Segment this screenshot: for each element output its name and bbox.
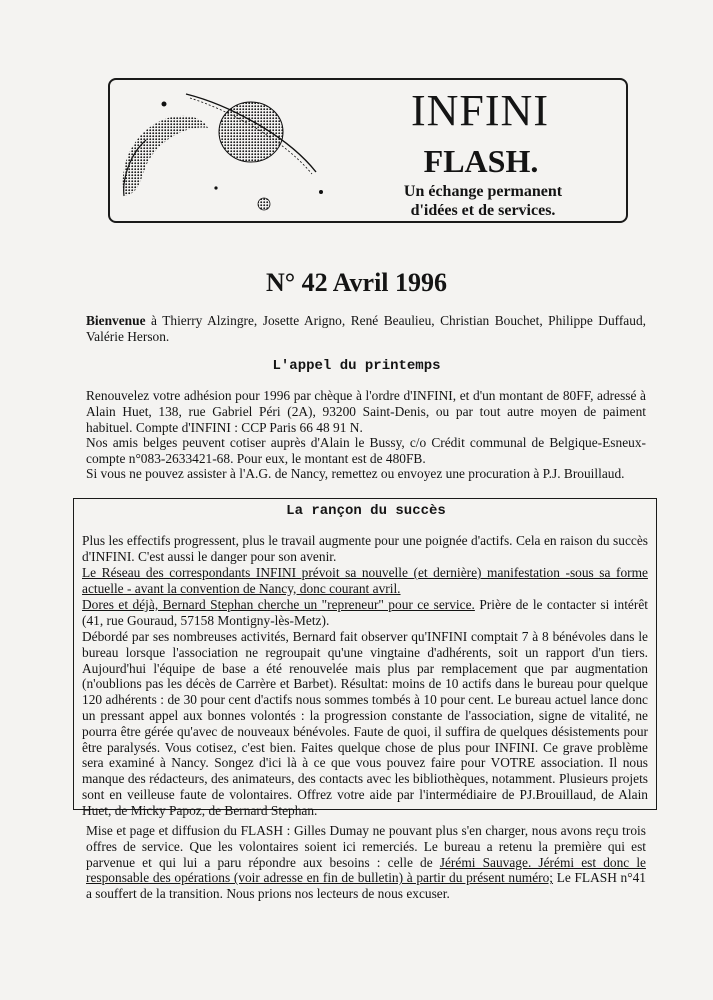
- appel-paragraph-3: Si vous ne pouvez assister à l'A.G. de Nancy, remettez ou envoyez une procuration à P.J. Brouillaud.: [86, 466, 625, 481]
- appel-heading: L'appel du printemps: [272, 358, 441, 374]
- planet-illustration: [116, 84, 326, 219]
- welcome-text: à Thierry Alzingre, Josette Arigno, René Beaulieu, Christian Bouchet, Philippe Duffaud, Valérie Herson.: [86, 313, 646, 344]
- welcome-paragraph: [86, 313, 646, 345]
- rancon-paragraph-4: Débordé par ses nombreuses activités, Bernard fait observer qu'INFINI comptait 7 à 8 bénévoles dans le bureau lorsque l'association ne regroupait qu'une vingtaine d'adhérents, soit un rapport d'un tiers. Aujourd'hui l'équipe de base a été renouvelée mais plus par remplacement que par augmentation (n'oublions pas les décès de Carrère et Barbet). Résultat: moins de 10 actifs dans le bureau pour quelque 120 adhérents : de 30 pour cent d'actifs nous sommes tombés à 10 pour cent. Le bureau actuel lance donc un pressant appel aux bonnes volontés : la progression constante de l'association, signe de vitalité, ne pourra être gérée qu'avec de nouveaux bénévoles. Faute de quoi, il suffira de quelques désistements pour être paralysés. Vous cotisez, c'est bien. Faites quelque chose de plus pour INFINI. Ce grave problème sera examiné à Nancy. Songez d'ici là à ce que vous pouvez faire pour VOTRE association. Il nous manque des rédacteurs, des animateurs, des contacts avec les bibliothèques, notamment. Plusieurs projets sont en veilleuse faute de volontaires. Offrez votre aide par l'intermédiaire de PJ.Brouillaud, de Alain Huet, de Micky Papoz, de Bernard Stephan.: [82, 629, 648, 818]
- rancon-underlined-3: Dores et déjà, Bernard Stephan cherche un "repreneur" pour ce service.: [82, 597, 475, 612]
- rancon-paragraph-2: [82, 565, 648, 597]
- mise-paragraph: [86, 823, 646, 902]
- masthead-title: INFINI: [411, 86, 549, 135]
- rancon-paragraph-3: [82, 597, 648, 629]
- rancon-box: [73, 498, 657, 818]
- appel-paragraph-2: Nos amis belges peuvent cotiser auprès d'Alain le Bussy, c/o Crédit communal de Belgique-Esneux-compte n°083-2633421-68. Pour eux, le montant est de 480FB.: [86, 435, 646, 466]
- mise-text-start: Mise et page et diffusion du FLASH : Gilles Dumay ne pouvant plus s'en charger, nous avons reçu trois offres de service. Que les volontaires soient ici remerciés. Le bureau a retenu la première qui est parvenue et qui lui a paru répondre aux besoins : celle de: [86, 823, 646, 870]
- rancon-paragraph-1: Plus les effectifs progressent, plus le travail augmente pour une poignée d'actifs. Cela en raison du succès d'INFINI. C'est aussi le danger pour son avenir.: [82, 533, 648, 564]
- tagline-line-2: d'idées et de services.: [410, 202, 556, 219]
- issue-number-date: N° 42 Avril 1996: [265, 268, 448, 297]
- tagline-line-1: Un échange permanent: [403, 183, 563, 200]
- welcome-bold: Bienvenue: [86, 313, 146, 328]
- masthead-frame: [108, 78, 628, 223]
- rancon-underlined-2: Le Réseau des correspondants INFINI prévoit sa nouvelle (et dernière) manifestation -sous sa forme actuelle - avant la convention de Nancy, donc courant avril.: [82, 565, 648, 596]
- masthead-tagline: [348, 182, 618, 220]
- mise-underlined: Jérémi Sauvage. Jérémi est donc le responsable des opérations (voir adresse en fin de bulletin) à partir du présent numéro;: [86, 854, 646, 886]
- masthead-subtitle: FLASH.: [423, 143, 539, 179]
- rancon-paragraph-3-rest: Prière de le contacter si intérêt (41, rue Gouraud, 57158 Montigny-lès-Metz).: [82, 597, 648, 628]
- appel-paragraph-1: Renouvelez votre adhésion pour 1996 par chèque à l'ordre d'INFINI, et d'un montant de 80FF, adressé à Alain Huet, 138, rue Gabriel Péri (2A), 93200 Saint-Denis, ou par tout autre moyen de paiment habituel. Compte d'INFINI : CCP Paris 66 48 91 N.: [86, 388, 646, 435]
- mise-text-end: Le FLASH n°41 a souffert de la transition. Nous prions nos lecteurs de nous excuser.: [86, 870, 646, 902]
- rancon-heading: La rançon du succès: [286, 503, 446, 519]
